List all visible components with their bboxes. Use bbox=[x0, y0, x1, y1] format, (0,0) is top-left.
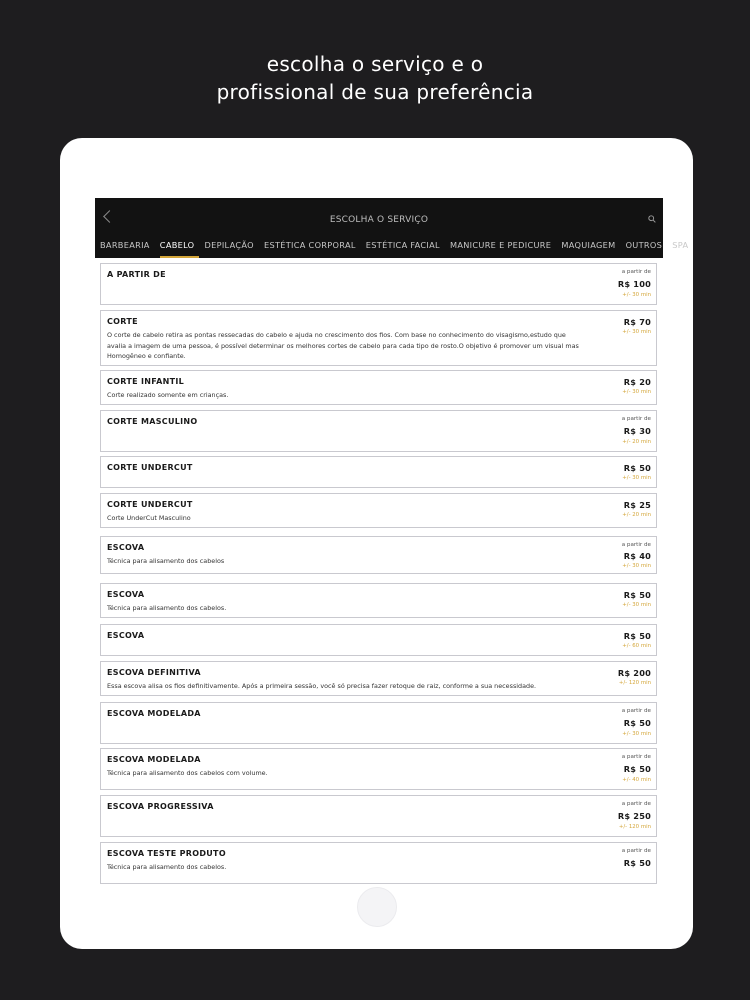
app-bar bbox=[95, 198, 689, 258]
service-name: ESCOVA bbox=[107, 631, 145, 640]
price-from-label: a partir de bbox=[621, 542, 651, 548]
price-from-label: a partir de bbox=[621, 416, 651, 422]
service-card[interactable] bbox=[100, 410, 657, 452]
service-card[interactable] bbox=[100, 370, 657, 405]
service-name: CORTE UNDERCUT bbox=[107, 500, 193, 509]
service-card[interactable] bbox=[100, 661, 657, 696]
service-description: Técnica para alisamento dos cabelos. bbox=[107, 863, 227, 871]
service-name: ESCOVA bbox=[107, 543, 145, 552]
service-name: ESCOVA DEFINITIVA bbox=[107, 668, 201, 677]
tab-manicure-pedicure[interactable]: MANICURE E PEDICURE bbox=[449, 240, 552, 250]
category-tabs bbox=[100, 238, 693, 258]
service-price: R$ 50 bbox=[623, 858, 651, 868]
service-name: ESCOVA MODELADA bbox=[107, 755, 201, 764]
service-card[interactable] bbox=[100, 842, 657, 884]
tab-spa[interactable]: SPA bbox=[672, 240, 689, 250]
price-from-label: a partir de bbox=[621, 708, 651, 714]
service-duration: +/- 60 min bbox=[622, 643, 651, 649]
tab-maquiagem[interactable]: MAQUIAGEM bbox=[561, 240, 616, 250]
service-description: Corte UnderCut Masculino bbox=[107, 514, 191, 522]
service-price: R$ 50 bbox=[623, 718, 651, 728]
service-price: R$ 50 bbox=[623, 764, 651, 774]
service-price: R$ 70 bbox=[623, 317, 651, 327]
service-card[interactable] bbox=[100, 795, 657, 837]
service-duration: +/- 30 min bbox=[622, 731, 651, 737]
service-card[interactable] bbox=[100, 536, 657, 574]
service-duration: +/- 30 min bbox=[622, 475, 651, 481]
service-card[interactable] bbox=[100, 624, 657, 656]
service-name: CORTE UNDERCUT bbox=[107, 463, 193, 472]
service-duration: +/- 30 min bbox=[622, 602, 651, 608]
service-price: R$ 40 bbox=[623, 551, 651, 561]
service-duration: +/- 30 min bbox=[622, 563, 651, 569]
price-from-label: a partir de bbox=[621, 754, 651, 760]
price-from-label: a partir de bbox=[621, 848, 651, 854]
service-duration: +/- 30 min bbox=[622, 389, 651, 395]
search-icon[interactable] bbox=[648, 215, 656, 223]
page-title: ESCOLHA O SERVIÇO bbox=[329, 215, 429, 225]
tab-cabelo[interactable]: CABELO bbox=[160, 238, 200, 258]
service-duration: +/- 40 min bbox=[622, 777, 651, 783]
service-card[interactable] bbox=[100, 310, 657, 366]
tab-depilacao[interactable]: DEPILAÇÃO bbox=[204, 240, 254, 250]
service-price: R$ 200 bbox=[617, 668, 651, 678]
service-card[interactable] bbox=[100, 493, 657, 528]
service-description: Essa escova alisa os fios definitivamente. Após a primeira sessão, você só precisa fazer retoque de raiz, conforme a sua necessidade. bbox=[107, 682, 537, 690]
service-price: R$ 20 bbox=[623, 377, 651, 387]
app-screen bbox=[95, 198, 689, 871]
service-price: R$ 30 bbox=[623, 426, 651, 436]
service-name: CORTE bbox=[107, 317, 138, 326]
service-description: O corte de cabelo retira as pontas ressecadas do cabelo e ajuda no crescimento dos fios. Com base no conhecimento do visagismo,estudo que avalia a imagem de uma pessoa, é possível determinar os melhores cortes de cabelo para cada tipo de rosto.O objetivo é promover um visual mas Homogêneo e confiante. bbox=[107, 331, 579, 360]
service-price: R$ 50 bbox=[623, 463, 651, 473]
tab-barbearia[interactable]: BARBEARIA bbox=[100, 240, 150, 250]
service-price: R$ 25 bbox=[623, 500, 651, 510]
service-name: ESCOVA PROGRESSIVA bbox=[107, 802, 214, 811]
service-name: ESCOVA MODELADA bbox=[107, 709, 201, 718]
service-name: CORTE INFANTIL bbox=[107, 377, 185, 386]
tab-estetica-facial[interactable]: ESTÉTICA FACIAL bbox=[365, 240, 440, 250]
service-name: ESCOVA bbox=[107, 590, 145, 599]
service-description: Técnica para alisamento dos cabelos com volume. bbox=[107, 769, 268, 777]
service-duration: +/- 30 min bbox=[622, 329, 651, 335]
tab-estetica-corporal[interactable]: ESTÉTICA CORPORAL bbox=[263, 240, 356, 250]
service-duration: +/- 120 min bbox=[618, 680, 651, 686]
price-from-label: a partir de bbox=[621, 269, 651, 275]
service-duration: +/- 20 min bbox=[622, 439, 651, 445]
service-price: R$ 50 bbox=[623, 631, 651, 641]
service-card[interactable] bbox=[100, 263, 657, 305]
service-card[interactable] bbox=[100, 583, 657, 618]
service-price: R$ 100 bbox=[617, 279, 651, 289]
service-description: Técnica para alisamento dos cabelos. bbox=[107, 604, 227, 612]
service-price: R$ 50 bbox=[623, 590, 651, 600]
headline-line-1: escolha o serviço e o bbox=[266, 52, 484, 76]
service-name: A PARTIR DE bbox=[107, 270, 166, 279]
price-from-label: a partir de bbox=[621, 801, 651, 807]
home-button[interactable] bbox=[357, 887, 397, 927]
tab-outros[interactable]: OUTROS bbox=[625, 240, 663, 250]
service-duration: +/- 120 min bbox=[618, 824, 651, 830]
tablet-device bbox=[60, 138, 693, 949]
service-name: ESCOVA TESTE PRODUTO bbox=[107, 849, 226, 858]
service-duration: +/- 20 min bbox=[622, 512, 651, 518]
service-card[interactable] bbox=[100, 748, 657, 790]
service-card[interactable] bbox=[100, 456, 657, 488]
service-card[interactable] bbox=[100, 702, 657, 744]
service-name: CORTE MASCULINO bbox=[107, 417, 198, 426]
headline bbox=[0, 50, 750, 106]
service-description: Corte realizado somente em crianças. bbox=[107, 391, 229, 399]
service-price: R$ 250 bbox=[617, 811, 651, 821]
service-description: Técnica para alisamento dos cabelos bbox=[107, 557, 225, 565]
service-duration: +/- 30 min bbox=[622, 292, 651, 298]
headline-line-2: profissional de sua preferência bbox=[216, 80, 534, 104]
